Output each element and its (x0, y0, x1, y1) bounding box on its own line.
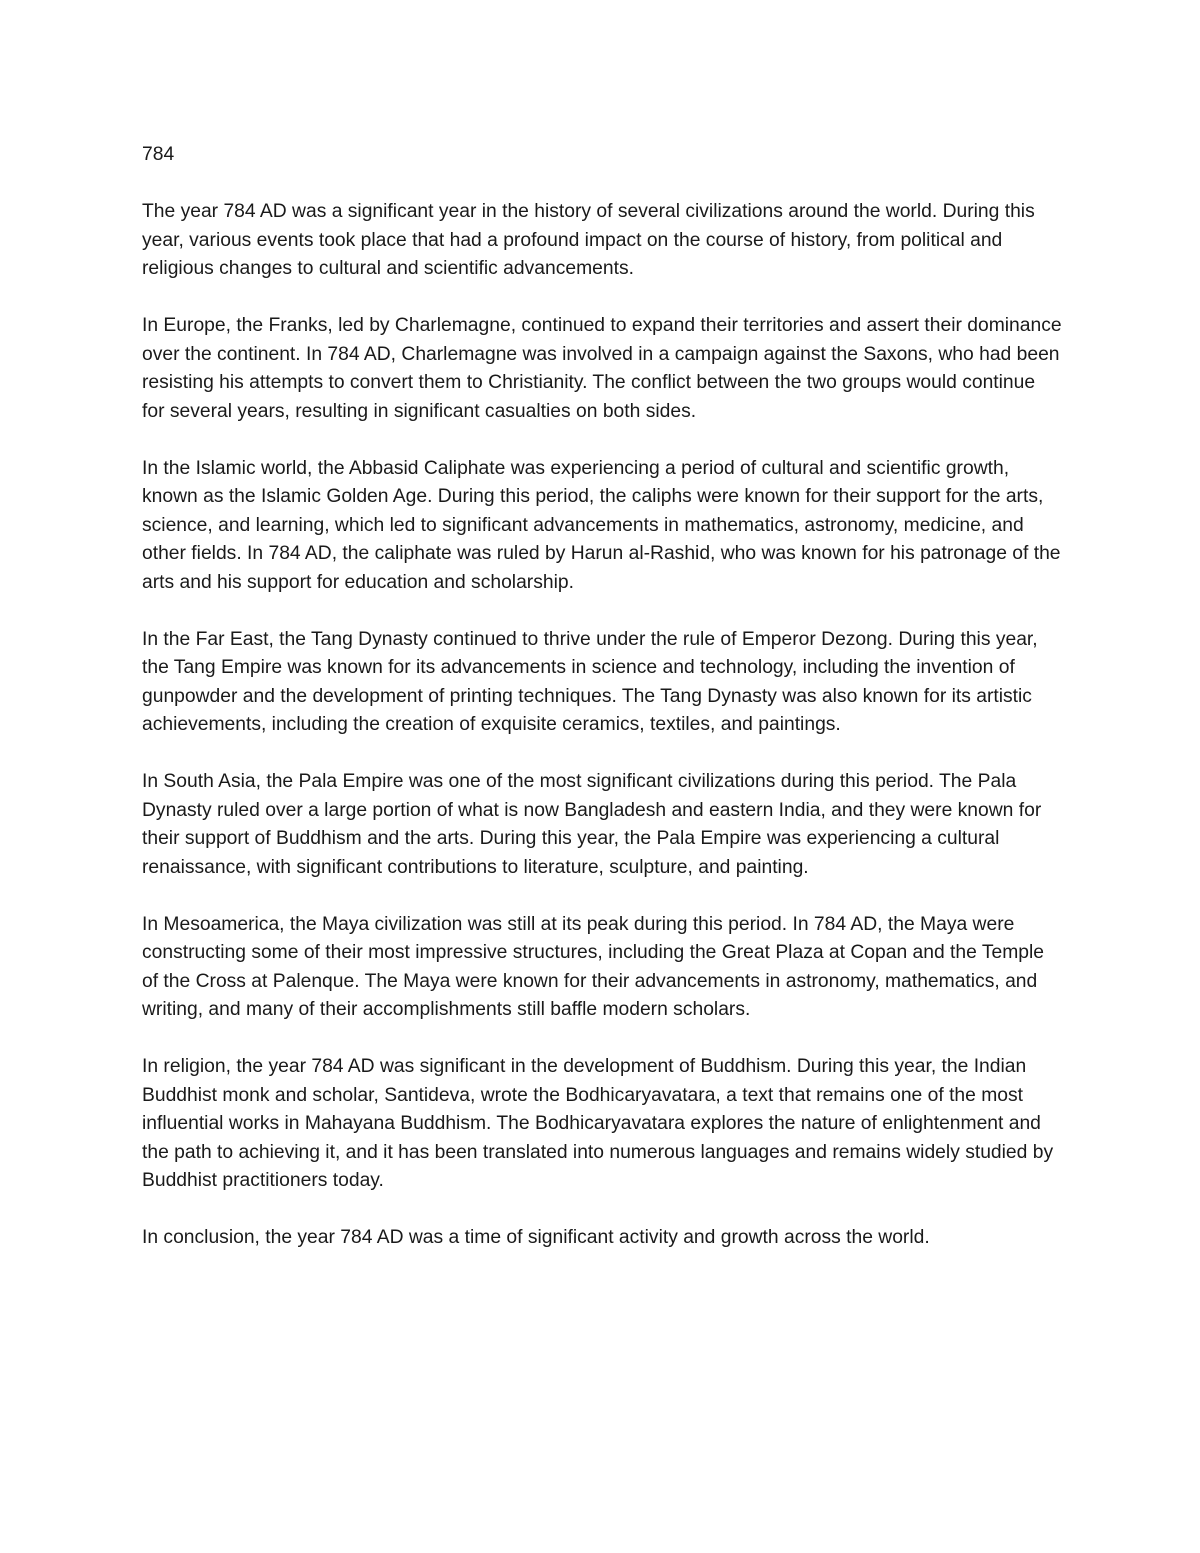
paragraph-intro: The year 784 AD was a significant year in the history of several civilizations around the world. During this year, various events took place that had a profound impact on the course of history, from political and religious changes to cultural and scientific advancements. (142, 201, 1035, 279)
document-title: 784 (142, 144, 175, 165)
paragraph-far-east: In the Far East, the Tang Dynasty continued to thrive under the rule of Emperor Dezong. During this year, the Tang Empire was known for its advancements in science and technology, including the invention of gunpowder and the development of printing techniques. The Tang Dynasty was also known for its artistic achievements, including the creation of exquisite ceramics, textiles, and paintings. (142, 628, 1038, 735)
paragraph-conclusion: In conclusion, the year 784 AD was a time of significant activity and growth across the world. (142, 1227, 930, 1248)
paragraph-islamic-world: In the Islamic world, the Abbasid Caliphate was experiencing a period of cultural and scientific growth, known as the Islamic Golden Age. During this period, the caliphs were known for their support for the arts, science, and learning, which led to significant advancements in mathematics, astronomy, medicine, and other fields. In 784 AD, the caliphate was ruled by Harun al-Rashid, who was known for his patronage of the arts and his support for education and scholarship. (142, 457, 1061, 593)
paragraph-europe: In Europe, the Franks, led by Charlemagne, continued to expand their territories and assert their dominance over the continent. In 784 AD, Charlemagne was involved in a campaign against the Saxons, who had been resisting his attempts to convert them to Christianity. The conflict between the two groups would continue for several years, resulting in significant casualties on both sides. (142, 315, 1062, 422)
paragraph-religion: In religion, the year 784 AD was significant in the development of Buddhism. During this year, the Indian Buddhist monk and scholar, Santideva, wrote the Bodhicaryavatara, a text that remains one of the most influential works in Mahayana Buddhism. The Bodhicaryavatara explores the nature of enlightenment and the path to achieving it, and it has been translated into numerous languages and remains widely studied by Buddhist practitioners today. (142, 1056, 1054, 1191)
paragraph-mesoamerica: In Mesoamerica, the Maya civilization was still at its peak during this period. In 784 AD, the Maya were constructing some of their most impressive structures, including the Great Plaza at Copan and the Temple of the Cross at Palenque. The Maya were known for their advancements in astronomy, mathematics, and writing, and many of their accomplishments still baffle modern scholars. (142, 913, 1045, 1020)
document-body (142, 141, 1062, 1281)
paragraph-south-asia: In South Asia, the Pala Empire was one of the most significant civilizations during this period. The Pala Dynasty ruled over a large portion of what is now Bangladesh and eastern India, and they were known for their support of Buddhism and the arts. During this year, the Pala Empire was experiencing a cultural renaissance, with significant contributions to literature, sculpture, and painting. (142, 771, 1042, 878)
